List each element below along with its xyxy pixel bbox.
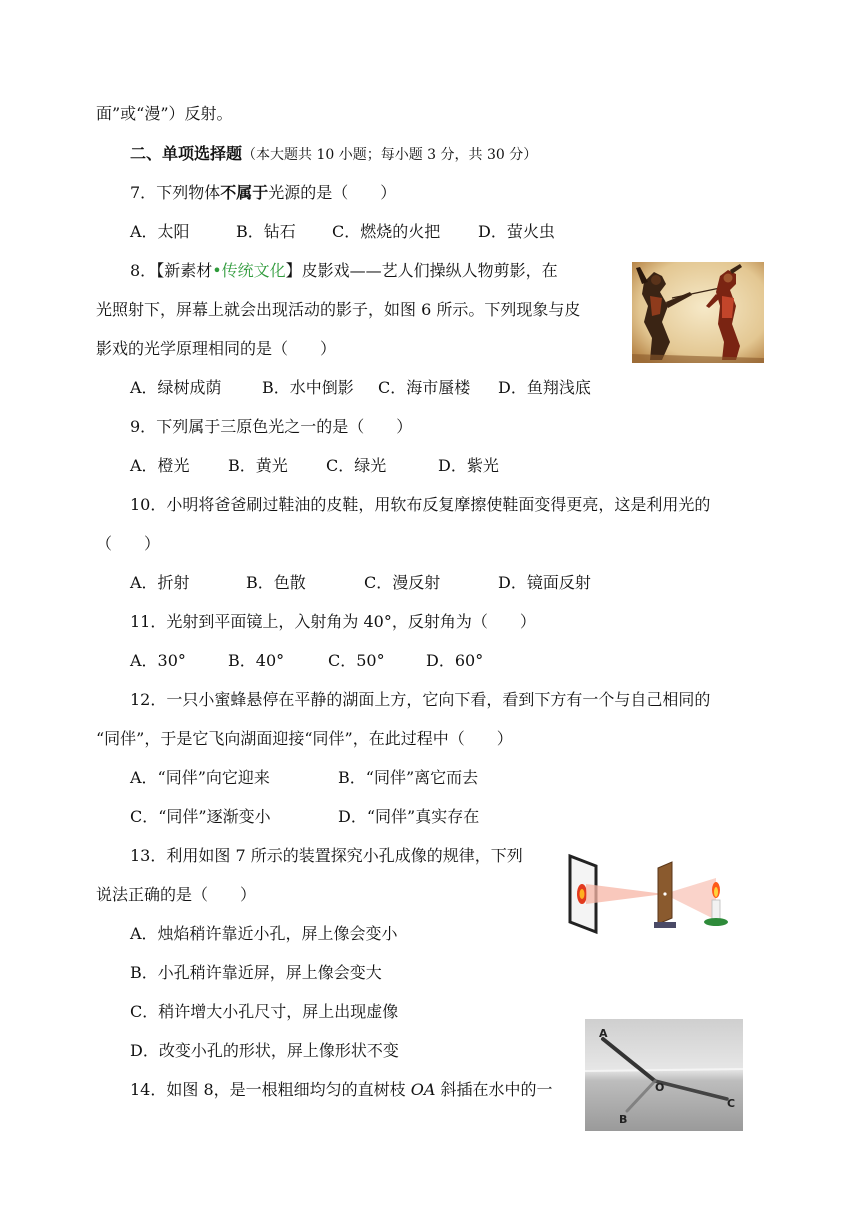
q10-stem-line2: （ ） [96,534,161,553]
pinhole-apparatus-illustration [562,850,752,938]
q8-tag-text: 传统文化 [221,261,286,280]
fig8-label-b: B [619,1113,628,1126]
q13-number: 13． [130,846,167,865]
shadow-puppet-illustration [632,262,764,363]
q7-option-d[interactable]: D．萤火虫 [478,222,555,241]
q9-option-d[interactable]: D．紫光 [438,456,499,475]
q12-stem-line1 [130,689,710,711]
q11-options [130,650,483,672]
q10-option-a[interactable]: A．折射 [130,573,190,592]
q10-number: 10． [130,495,167,514]
q12-options-row2 [130,806,479,828]
q11-number: 11． [130,612,167,631]
q8-tag-dot: • [212,261,222,280]
q12-option-c[interactable]: C．“同伴”逐渐变小 [130,807,271,826]
fig8-label-o: O [655,1081,665,1094]
prev-question-tail: 面”或“漫”）反射。 [96,104,233,123]
q7-emphasis: 不属于 [220,183,269,202]
fig8-label-a: A [599,1027,608,1040]
q11-option-d[interactable]: D．60° [426,651,484,670]
q9-options [130,455,499,477]
q12-options-row1 [130,767,478,789]
q13-stem-line1 [130,845,523,867]
q7-option-b[interactable]: B．钻石 [236,222,296,241]
q8-tag-open: 【新素材 [156,261,213,280]
section-title: 二、单项选择题 [130,144,243,163]
q8-option-c[interactable]: C．海市蜃楼 [378,378,471,397]
q9-stem [130,416,412,438]
q10-options [130,572,591,594]
q11-text: 光射到平面镜上，入射角为 40°，反射角为（ ） [166,612,536,631]
q8-options [130,377,591,399]
q9-option-a[interactable]: A．橙光 [130,456,190,475]
q11-option-a[interactable]: A．30° [130,651,186,670]
q8-stem-line2: 光照射下，屏幕上就会出现活动的影子，如图 6 所示。下列现象与皮 [96,300,581,319]
q10-option-b[interactable]: B．色散 [246,573,306,592]
q8-number: 8． [130,261,157,280]
q9-option-b[interactable]: B．黄光 [228,456,288,475]
q8-option-b[interactable]: B．水中倒影 [262,378,354,397]
q7-options [130,221,555,243]
q10-option-d[interactable]: D．镜面反射 [498,573,591,592]
q13-option-d[interactable]: D．改变小孔的形状，屏上像形状不变 [130,1041,399,1060]
q8-stem-line3: 影戏的光学原理相同的是（ ） [96,339,337,358]
section-note: （本大题共 10 小题；每小题 3 分，共 30 分） [242,147,538,163]
q8-stem-line1 [130,260,558,282]
q8-tag-close: 】 [285,261,302,280]
q11-option-c[interactable]: C．50° [328,651,385,670]
q7-text-pre: 下列物体 [156,183,221,202]
q12-option-d[interactable]: D．“同伴”真实存在 [338,807,480,826]
q12-option-b[interactable]: B．“同伴”离它而去 [338,768,479,787]
q13-option-b[interactable]: B．小孔稍许靠近屏，屏上像会变大 [130,963,382,982]
q13-stem-line2: 说法正确的是（ ） [96,885,257,904]
q10-stem-line1 [130,494,710,516]
q7-stem [130,182,396,204]
figure-8-stick-in-water-photo [585,1019,743,1131]
q7-number: 7． [130,183,157,202]
figure-6-shadow-puppet-photo [632,262,764,363]
q9-text: 下列属于三原色光之一的是（ ） [156,417,413,436]
q14-text-pre: 如图 8，是一根粗细均匀的直树枝 [166,1080,411,1099]
q13-option-c[interactable]: C．稍许增大小孔尺寸，屏上出现虚像 [130,1002,399,1021]
q13-option-a[interactable]: A．烛焰稍许靠近小孔，屏上像会变小 [130,924,398,943]
q7-text-post: 光源的是（ ） [268,183,397,202]
q11-option-b[interactable]: B．40° [228,651,285,670]
q9-option-c[interactable]: C．绿光 [326,456,387,475]
q8-option-a[interactable]: A．绿树成荫 [130,378,222,397]
q7-option-a[interactable]: A．太阳 [130,222,190,241]
q8-text-line1: 皮影戏——艺人们操纵人物剪影，在 [301,261,558,280]
q14-stem [130,1079,553,1101]
stick-in-water-illustration [585,1019,743,1131]
q9-number: 9． [130,417,157,436]
q8-option-d[interactable]: D．鱼翔浅底 [498,378,591,397]
q10-option-c[interactable]: C．漫反射 [364,573,441,592]
q14-number: 14． [130,1080,167,1099]
q12-number: 12． [130,690,167,709]
q14-italic-var: OA [410,1080,436,1099]
section-heading [130,143,537,166]
figure-7-pinhole-apparatus [562,850,752,938]
q7-option-c[interactable]: C．燃烧的火把 [332,222,441,241]
q12-stem-line2: “同伴”，于是它飞向湖面迎接“同伴”，在此过程中（ ） [96,729,513,748]
q13-text-line1: 利用如图 7 所示的装置探究小孔成像的规律，下列 [166,846,523,865]
q10-text-line1: 小明将爸爸刷过鞋油的皮鞋，用软布反复摩擦使鞋面变得更亮，这是利用光的 [166,495,711,514]
q11-stem [130,611,536,633]
q12-option-a[interactable]: A．“同伴”向它迎来 [130,768,270,787]
q14-text-post: 斜插在水中的一 [435,1080,553,1099]
fig8-label-c: C [727,1097,736,1110]
q12-text-line1: 一只小蜜蜂悬停在平静的湖面上方，它向下看，看到下方有一个与自己相同的 [166,690,711,709]
